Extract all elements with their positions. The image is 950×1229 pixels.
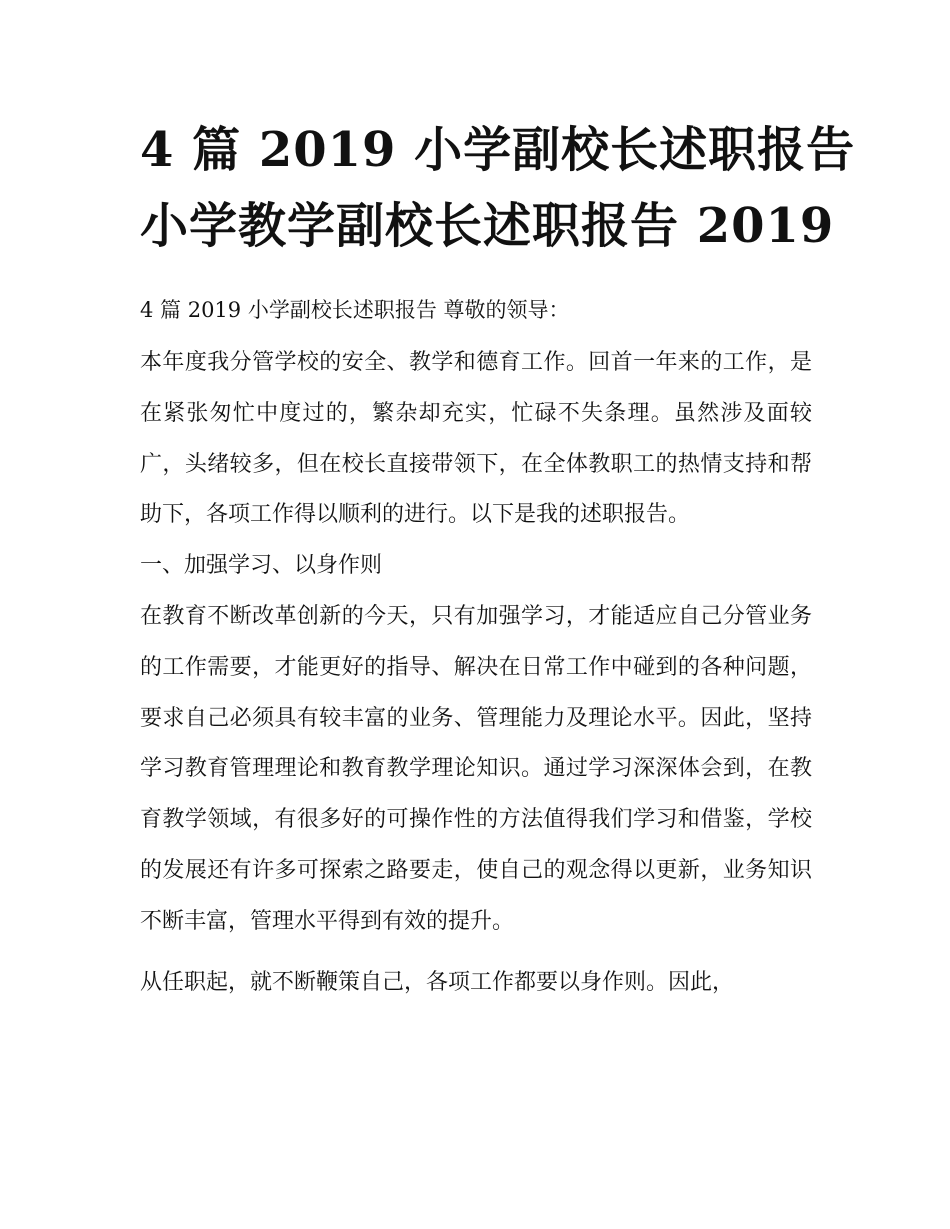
paragraph-lead-by-example: 从任职起，就不断鞭策自己，各项工作都要以身作则。因此， bbox=[140, 969, 735, 995]
document-page bbox=[140, 112, 856, 1008]
section-heading-1: 一、加强学习、以身作则 bbox=[140, 553, 383, 579]
title-line-1: 4 篇 2019 小学副校长述职报告 bbox=[140, 122, 856, 178]
paragraph-study: 在教育不断改革创新的今天，只有加强学习，才能适应自己分管业务的工作需要，才能更好的指导、解决在日常工作中碰到的各种问题，要求自己必须具有较丰富的业务、管理能力及理论水平。因此，坚持学习教育管理理论和教育教学理论知识。通过学习深深体会到，在教育教学领域，有很多好的可操作性的方法值得我们学习和借鉴，学校的发展还有许多可探索之路要走，使自己的观念得以更新，业务知识不断丰富，管理水平得到有效的提升。 bbox=[140, 603, 812, 934]
salutation: 4 篇 2019 小学副校长述职报告 尊敬的领导： bbox=[140, 298, 570, 322]
document-title bbox=[140, 112, 856, 264]
paragraph-overview: 本年度我分管学校的安全、教学和德育工作。回首一年来的工作，是在紧张匆忙中度过的，繁杂却充实，忙碌不失条理。虽然涉及面较广，头绪较多，但在校长直接带领下，在全体教职工的热情支持和帮助下，各项工作得以顺利的进行。以下是我的述职报告。 bbox=[140, 350, 812, 528]
title-line-2: 小学教学副校长述职报告 2019 bbox=[140, 198, 835, 254]
